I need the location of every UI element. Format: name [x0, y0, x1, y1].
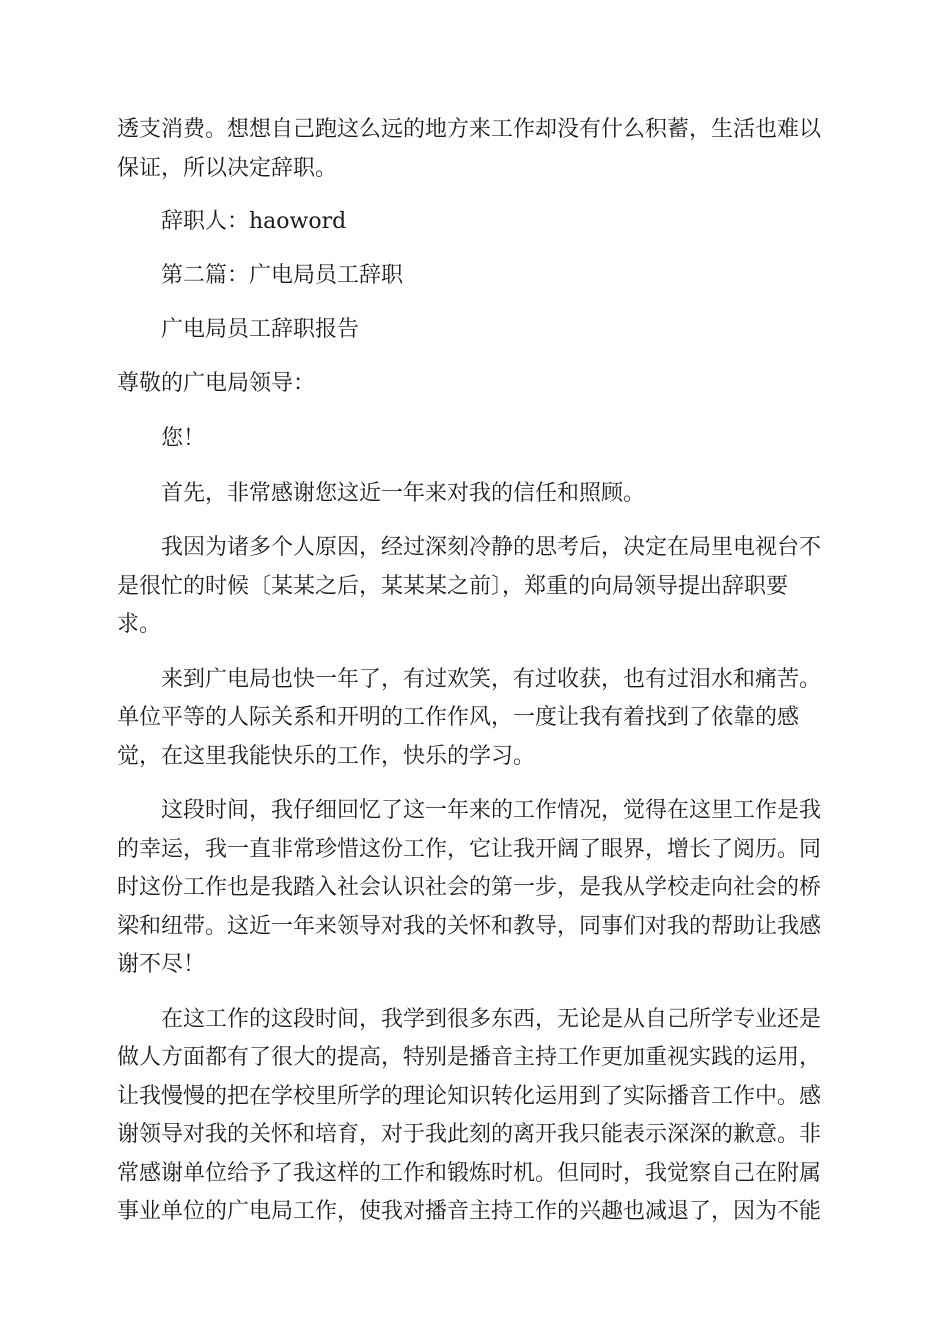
- paragraph-line: 事业单位的广电局工作，使我对播音主持工作的兴趣也减退了，因为不能: [117, 1199, 822, 1224]
- paragraph-line: 透支消费。想想自己跑这么远的地方来工作却没有什么积蓄，生活也难以: [117, 117, 822, 142]
- paragraph-line: 时这份工作也是我踏入社会认识社会的第一步，是我从学校走向社会的桥: [117, 875, 822, 900]
- paragraph-line: 的幸运，我一直非常珍惜这份工作，它让我开阔了眼界，增长了阅历。同: [117, 837, 822, 862]
- paragraph-line: 常感谢单位给予了我这样的工作和锻炼时机。但同时，我觉察自己在附属: [117, 1161, 822, 1186]
- paragraph-line: 是很忙的时候〔某某之后，某某某之前〕，郑重的向局领导提出辞职要: [117, 574, 789, 599]
- paragraph-line: 单位平等的人际关系和开明的工作作风，一度让我有着找到了依靠的感: [117, 705, 800, 730]
- paragraph-line: 首先，非常感谢您这近一年来对我的信任和照顾。: [161, 481, 646, 506]
- section-heading: 第二篇：广电局员工辞职: [161, 263, 404, 288]
- paragraph-line: 在这工作的这段时间，我学到很多东西，无论是从自己所学专业还是: [161, 1007, 822, 1032]
- paragraph-line: 做人方面都有了很大的提高，特别是播音主持工作更加重视实践的运用，: [117, 1045, 822, 1070]
- paragraph-line: 求。: [117, 612, 162, 637]
- report-title: 广电局员工辞职报告: [161, 317, 360, 342]
- paragraph-line: 这段时间，我仔细回忆了这一年来的工作情况，觉得在这里工作是我: [161, 798, 822, 823]
- paragraph-line: 保证，所以决定辞职。: [117, 156, 338, 181]
- paragraph-line: 谢不尽！: [117, 952, 206, 977]
- paragraph-line: 我因为诸多个人原因，经过深刻冷静的思考后，决定在局里电视台不: [161, 535, 822, 560]
- greeting: 您！: [161, 426, 206, 451]
- paragraph-line: 觉，在这里我能快乐的工作，快乐的学习。: [117, 744, 536, 769]
- salutation: 尊敬的广电局领导：: [117, 371, 316, 396]
- signature-line: 辞职人：haoword: [161, 209, 347, 234]
- paragraph-line: 让我慢慢的把在学校里所学的理论知识转化运用到了实际播音工作中。感: [117, 1084, 822, 1109]
- paragraph-line: 梁和纽带。这近一年来领导对我的关怀和教导，同事们对我的帮助让我感: [117, 914, 822, 939]
- paragraph-line: 来到广电局也快一年了，有过欢笑，有过收获，也有过泪水和痛苦。: [161, 667, 822, 692]
- paragraph-line: 谢领导对我的关怀和培育，对于我此刻的离开我只能表示深深的歉意。非: [117, 1122, 822, 1147]
